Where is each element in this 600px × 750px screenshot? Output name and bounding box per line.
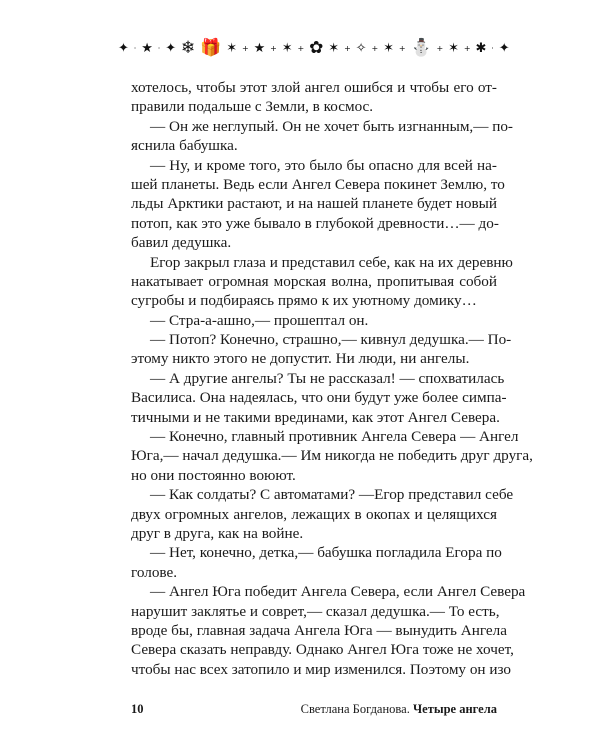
body-text bbox=[131, 78, 533, 679]
text-line: нарушит заклятье и соврет,— сказал дедушка.— То есть, bbox=[131, 602, 500, 620]
text-line: — Ну, и кроме того, это было бы опасно для всей на- bbox=[150, 156, 497, 174]
ornament-glyph-icon: 🎁 bbox=[200, 38, 222, 58]
ornament-glyph-icon: ❄ bbox=[181, 38, 196, 58]
ornament-glyph-icon: ✦ bbox=[165, 40, 177, 56]
text-line: накатывает огромная морская волна, пропитывая собой bbox=[131, 272, 497, 290]
text-line: чтобы нас всех затопило и мир изменился. Поэтому он изо bbox=[131, 660, 511, 678]
text-line: — Он же неглупый. Он не хочет быть изгнанным,— по- bbox=[150, 117, 513, 135]
text-line: двух огромных ангелов, лежащих в окопах и целящихся bbox=[131, 505, 497, 523]
page-footer bbox=[131, 702, 497, 717]
text-line: друг в друга, как на войне. bbox=[131, 524, 304, 542]
ornament-glyph-icon: + bbox=[270, 43, 277, 53]
page-number: 10 bbox=[131, 702, 144, 716]
ornament-glyph-icon: ✿ bbox=[309, 38, 324, 58]
decorative-ornament-border bbox=[118, 34, 510, 62]
text-line: сугробы и подбираясь прямо к их уютному домику… bbox=[131, 292, 477, 310]
ornament-glyph-icon: ✶ bbox=[448, 40, 460, 56]
ornament-glyph-icon: + bbox=[242, 43, 249, 53]
text-line: — Нет, конечно, детка,— бабушка погладила Егора по bbox=[150, 544, 502, 562]
text-line: Севера сказать неправду. Однако Ангел Юга тоже не хочет, bbox=[131, 641, 514, 659]
ornament-glyph-icon: ✶ bbox=[281, 40, 293, 56]
text-line: потоп, как это уже бывало в глубокой древности…— до- bbox=[131, 214, 499, 232]
ornament-glyph-icon: ✧ bbox=[355, 40, 367, 56]
book-title: Четыре ангела bbox=[412, 702, 497, 716]
text-line: но они постоянно воюют. bbox=[131, 466, 296, 484]
ornament-glyph-icon: + bbox=[436, 43, 444, 53]
text-line: — А другие ангелы? Ты не рассказал! — спохватилась bbox=[150, 369, 505, 387]
text-line: Василиса. Она надеялась, что они будут уже более симпа- bbox=[131, 389, 507, 407]
ornament-glyph-icon: + bbox=[344, 43, 351, 53]
text-line: вроде бы, главная задача Ангела Юга — вынудить Ангела bbox=[131, 621, 507, 639]
text-line: этому никто этого не допустит. Ни люди, ни ангелы. bbox=[131, 350, 470, 368]
text-line: хотелось, чтобы этот злой ангел ошибся и чтобы его от- bbox=[131, 79, 497, 96]
text-line: — Потоп? Конечно, страшно,— кивнул дедушка.— По- bbox=[150, 331, 512, 349]
text-line: — Конечно, главный противник Ангела Севера — Ангел bbox=[150, 428, 519, 446]
ornament-glyph-icon: ★ bbox=[253, 40, 266, 56]
ornament-glyph-icon: ✦ bbox=[118, 40, 129, 56]
ornament-glyph-icon: ✦ bbox=[498, 40, 510, 56]
ornament-glyph-icon: + bbox=[398, 43, 406, 53]
ornament-glyph-icon: · bbox=[133, 43, 137, 53]
text-line: Юга,— начал дедушка.— Им никогда не победить друг друга, bbox=[131, 447, 533, 465]
text-line: бавил дедушка. bbox=[131, 234, 232, 252]
text-line: яснила бабушка. bbox=[131, 137, 238, 155]
ornament-glyph-icon: + bbox=[463, 43, 471, 53]
ornament-glyph-icon: + bbox=[297, 43, 305, 53]
ornament-glyph-icon: ✱ bbox=[475, 40, 487, 56]
text-line: — Стра-а-ашно,— прошептал он. bbox=[150, 311, 369, 329]
text-line: льды Арктики растают, и на нашей планете будет новый bbox=[131, 195, 497, 213]
ornament-glyph-icon: · bbox=[157, 43, 161, 53]
text-line: — Как солдаты? С автоматами? —Егор представил себе bbox=[150, 486, 514, 504]
ornament-glyph-icon: + bbox=[371, 43, 379, 53]
text-line: голове. bbox=[131, 563, 178, 581]
ornament-glyph-icon: ★ bbox=[141, 40, 153, 56]
text-line: шей планеты. Ведь если Ангел Севера покинет Землю, то bbox=[131, 175, 505, 193]
text-line: Егор закрыл глаза и представил себе, как на их деревню bbox=[150, 253, 513, 271]
text-line: тичными и не такими врединами, как этот Ангел Севера. bbox=[131, 408, 500, 426]
ornament-glyph-icon: ✶ bbox=[328, 40, 340, 56]
ornament-glyph-icon: ⛄ bbox=[410, 38, 432, 58]
running-title bbox=[301, 702, 497, 717]
ornament-glyph-icon: ✶ bbox=[383, 40, 394, 56]
ornament-glyph-icon: ✶ bbox=[226, 40, 238, 56]
ornament-glyph-icon: · bbox=[491, 43, 494, 53]
text-line: правили подальше с Земли, в космос. bbox=[131, 98, 374, 116]
author-name: Светлана Богданова. bbox=[300, 702, 410, 716]
text-line: — Ангел Юга победит Ангела Севера, если Ангел Севера bbox=[150, 583, 526, 601]
